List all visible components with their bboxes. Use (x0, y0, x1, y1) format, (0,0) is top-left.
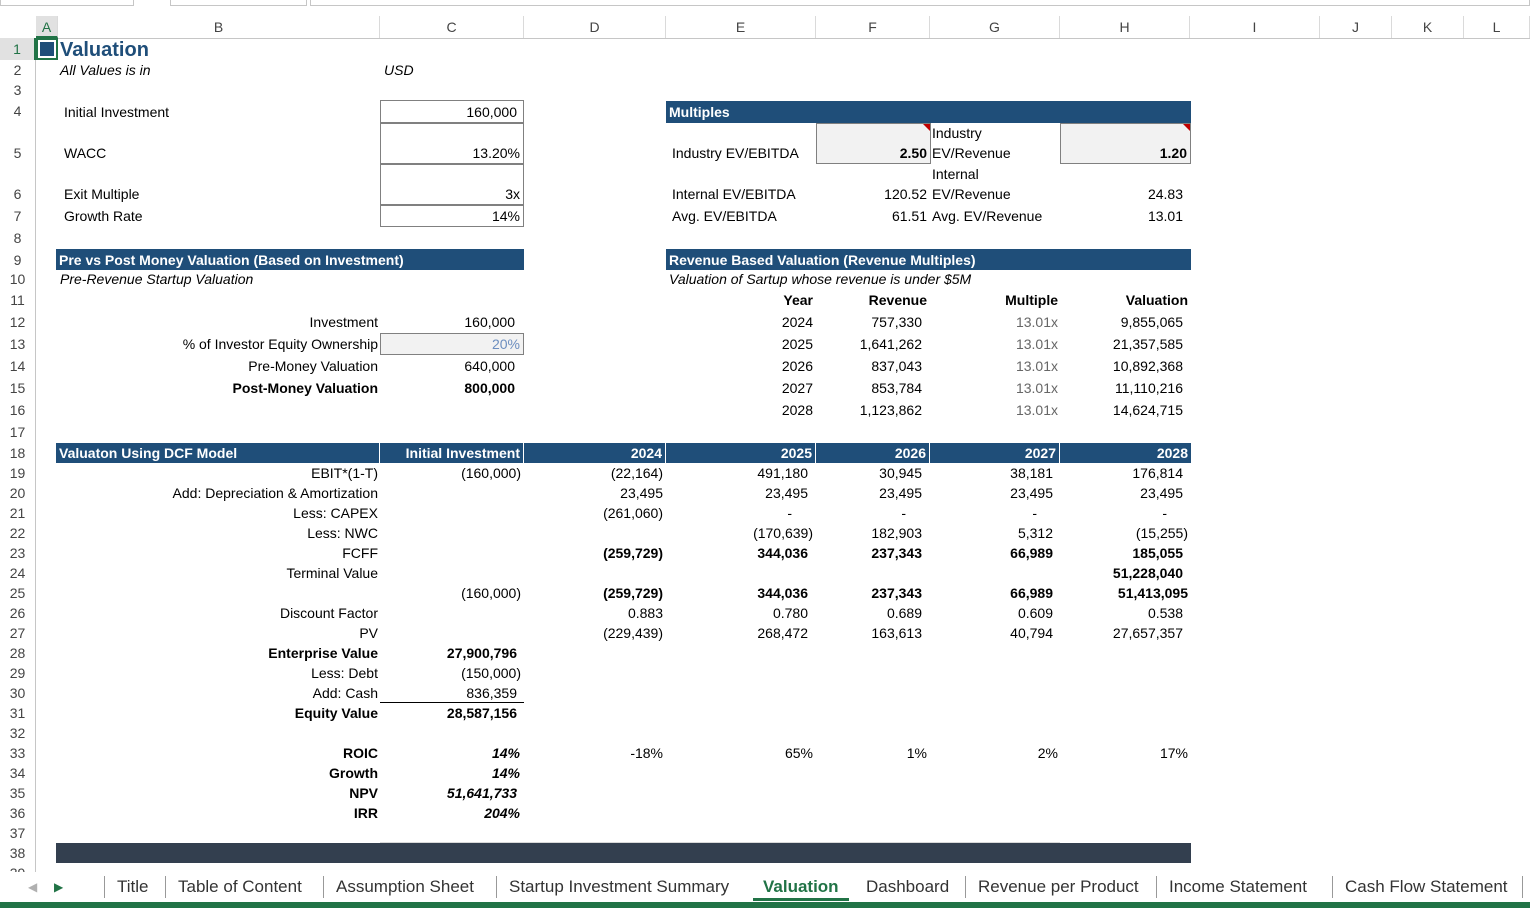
dcf-cell: 0.780 (772, 605, 808, 621)
row-header[interactable]: 29 (0, 663, 36, 683)
column-header-D[interactable]: D (524, 16, 666, 38)
dcf-cell: (259,729) (603, 585, 663, 601)
exit-multiple-value: 3x (505, 186, 520, 202)
row-header[interactable]: 5 (0, 123, 36, 164)
postmoney-value: 800,000 (464, 380, 515, 396)
tab-income-statement[interactable]: Income Statement (1156, 876, 1307, 898)
avg-ev-revenue-label: Avg. EV/Revenue (932, 208, 1043, 224)
dcf-cell: 23,495 (765, 485, 808, 501)
dcf-cell: 176,814 (1132, 465, 1183, 481)
dcf-col-initial-investment: Initial Investment (380, 443, 524, 463)
growth-value: 14% (491, 765, 520, 781)
npv-label: NPV (349, 785, 378, 801)
dcf-cell: 185,055 (1132, 545, 1183, 561)
currency-label: USD (384, 62, 414, 78)
row-header[interactable]: 31 (0, 703, 36, 723)
dcf-cell: - (787, 505, 792, 521)
enterprise-value: 27,900,796 (446, 645, 517, 661)
npv-value: 51,641,733 (446, 785, 517, 801)
rev-valuation: 9,855,065 (1120, 314, 1183, 330)
revenue-valuation-title: Revenue Based Valuation (Revenue Multiples) (669, 252, 976, 268)
row-header[interactable]: 27 (0, 623, 36, 643)
dcf-col-2024: 2024 (524, 443, 666, 463)
less-debt-label: Less: Debt (311, 665, 378, 681)
dcf-cell: 237,343 (871, 545, 922, 561)
tab-valuation[interactable]: Valuation (753, 876, 849, 901)
prepost-subtitle: Pre-Revenue Startup Valuation (60, 271, 254, 287)
tab-table-of-content[interactable]: Table of Content (165, 876, 302, 898)
roic-value: 14% (491, 745, 520, 761)
formula-bar-strip (0, 0, 1530, 16)
dcf-cell: 38,181 (1010, 465, 1053, 481)
dcf-cell: 491,180 (757, 465, 808, 481)
dcf-cell: 23,495 (1010, 485, 1053, 501)
row-header[interactable]: 36 (0, 803, 36, 823)
row-header[interactable]: 34 (0, 763, 36, 783)
column-header-C[interactable]: C (380, 16, 524, 38)
rev-revenue: 1,123,862 (859, 402, 922, 418)
column-header-G[interactable]: G (930, 16, 1060, 38)
dcf-row-label: Terminal Value (286, 565, 378, 581)
growth-rate-input[interactable] (380, 205, 524, 227)
row-header[interactable]: 30 (0, 683, 36, 703)
dcf-cell: 23,495 (1140, 485, 1183, 501)
industry-ev-ebitda-value: 2.50 (899, 145, 927, 161)
dcf-cell: 66,989 (1010, 545, 1053, 561)
dcf-cell: - (1162, 505, 1167, 521)
ownership-label: % of Investor Equity Ownership (182, 336, 378, 352)
row-header[interactable]: 12 (0, 311, 36, 333)
dcf-col-2025: 2025 (666, 443, 816, 463)
row-header[interactable] (0, 863, 36, 872)
column-header-F[interactable]: F (816, 16, 930, 38)
dcf-cell: 163,613 (871, 625, 922, 641)
industry-ev-revenue-value: 1.20 (1159, 145, 1187, 161)
active-cell-cursor[interactable] (36, 38, 58, 60)
roic-year-value: 2% (1037, 745, 1058, 761)
dcf-cell: - (901, 505, 906, 521)
dcf-cell: (160,000) (461, 465, 521, 481)
postmoney-label: Post-Money Valuation (232, 380, 378, 396)
irr-value: 204% (484, 805, 520, 821)
row-header[interactable]: 17 (0, 421, 36, 443)
row-header[interactable]: 9 (0, 249, 36, 269)
dcf-row-label: EBIT*(1-T) (311, 465, 378, 481)
roic-year-value: 17% (1159, 745, 1188, 761)
prepost-header (56, 249, 524, 270)
add-cash-value: 836,359 (466, 685, 517, 701)
less-debt-value: (150,000) (461, 665, 521, 681)
exit-multiple-input[interactable] (380, 164, 524, 205)
dcf-cell: 0.609 (1017, 605, 1053, 621)
industry-ev-ebitda-label: Industry EV/EBITDA (672, 145, 799, 161)
status-bar (0, 902, 1530, 908)
dcf-cell: (261,060) (603, 505, 663, 521)
footer-bar (56, 843, 1191, 863)
row-header[interactable]: 8 (0, 227, 36, 249)
industry-ev-revenue-label-line2: EV/Revenue (932, 145, 1011, 161)
rev-valuation: 21,357,585 (1112, 336, 1183, 352)
exit-multiple-label: Exit Multiple (64, 186, 140, 202)
values-unit-label: All Values is in (60, 62, 151, 78)
row-header[interactable]: 22 (0, 523, 36, 543)
row-header[interactable]: 20 (0, 483, 36, 503)
row-header[interactable]: 35 (0, 783, 36, 803)
rev-multiple: 13.01x (1015, 402, 1058, 418)
dcf-cell: 66,989 (1010, 585, 1053, 601)
tab-startup-investment-summary[interactable]: Startup Investment Summary (496, 876, 729, 898)
dcf-cell: 0.538 (1147, 605, 1183, 621)
scroll-right-icon[interactable]: ▶ (54, 880, 64, 894)
row-header[interactable]: 15 (0, 377, 36, 399)
row-header[interactable]: 28 (0, 643, 36, 663)
rev-year: 2025 (781, 336, 813, 352)
dcf-cell: - (1032, 505, 1037, 521)
rev-multiple: 13.01x (1015, 358, 1058, 374)
wacc-label: WACC (64, 145, 107, 161)
growth-rate-value: 14% (491, 208, 520, 224)
tab-cash-flow-statement[interactable]: Cash Flow Statement (1332, 876, 1508, 898)
industry-ev-revenue-label-line1: Industry (932, 125, 982, 141)
dcf-title: Valuaton Using DCF Model (59, 445, 238, 461)
dcf-cell: (229,439) (603, 625, 663, 641)
row-header[interactable]: 18 (0, 443, 36, 463)
wacc-value: 13.20% (472, 145, 520, 161)
row-header[interactable]: 33 (0, 743, 36, 763)
column-header-L[interactable]: L (1464, 16, 1530, 38)
name-box[interactable] (0, 0, 134, 6)
rev-revenue: 757,330 (871, 314, 922, 330)
scroll-left-icon[interactable]: ◀ (28, 880, 38, 894)
row-header[interactable]: 38 (0, 843, 36, 863)
dcf-cell: 0.883 (627, 605, 663, 621)
dcf-header (56, 443, 380, 463)
avg-ev-revenue-value: 13.01 (1147, 208, 1183, 224)
row-header[interactable]: 7 (0, 205, 36, 227)
column-header-E[interactable]: E (666, 16, 816, 38)
dcf-cell: 5,312 (1017, 525, 1053, 541)
rev-year: 2027 (781, 380, 813, 396)
dcf-cell: (160,000) (461, 585, 521, 601)
prepost-title: Pre vs Post Money Valuation (Based on Investment) (59, 252, 404, 268)
dcf-cell: 30,945 (879, 465, 922, 481)
row-header[interactable]: 4 (0, 100, 36, 123)
growth-label: Growth (329, 765, 378, 781)
roic-year-value: -18% (630, 745, 663, 761)
rev-col-year: Year (783, 292, 813, 308)
dcf-col-2028: 2028 (1060, 443, 1191, 463)
rev-revenue: 837,043 (871, 358, 922, 374)
ownership-value: 20% (491, 336, 520, 352)
dcf-cell: 23,495 (879, 485, 922, 501)
dcf-cell: 268,472 (757, 625, 808, 641)
column-header-I[interactable]: I (1190, 16, 1320, 38)
rev-revenue: 1,641,262 (859, 336, 922, 352)
tab-revenue-per-product[interactable]: Revenue per Product (965, 876, 1139, 898)
dcf-cell: (170,639) (753, 525, 813, 541)
enterprise-value-label: Enterprise Value (268, 645, 378, 661)
sheet-tab-bar (0, 872, 1530, 902)
rev-col-valuation: Valuation (1125, 292, 1188, 308)
row-header[interactable]: 11 (0, 289, 36, 311)
row-header[interactable]: 21 (0, 503, 36, 523)
dcf-cell: 27,657,357 (1112, 625, 1183, 641)
column-header-B[interactable]: B (58, 16, 380, 38)
dcf-cell: 40,794 (1010, 625, 1053, 641)
rev-col-multiple: Multiple (1005, 292, 1058, 308)
initial-investment-label: Initial Investment (64, 104, 170, 120)
dcf-row-label: FCFF (342, 545, 378, 561)
rev-year: 2024 (781, 314, 813, 330)
row-header[interactable]: 10 (0, 269, 36, 289)
wacc-input[interactable] (380, 123, 524, 164)
rev-revenue: 853,784 (871, 380, 922, 396)
internal-ev-ebitda-value: 120.52 (884, 186, 927, 202)
row-header[interactable]: 24 (0, 563, 36, 583)
roic-year-value: 1% (906, 745, 927, 761)
dcf-cell: 237,343 (871, 585, 922, 601)
roic-label: ROIC (343, 745, 378, 761)
roic-year-value: 65% (784, 745, 813, 761)
tab-overflow-separator (1522, 876, 1523, 898)
irr-label: IRR (353, 805, 378, 821)
growth-rate-label: Growth Rate (64, 208, 143, 224)
dcf-row-label: Less: NWC (307, 525, 378, 541)
investment-label: Investment (309, 314, 378, 330)
rev-multiple: 13.01x (1015, 336, 1058, 352)
ownership-input[interactable] (380, 333, 524, 355)
tab-assumption-sheet[interactable]: Assumption Sheet (323, 876, 474, 898)
revenue-valuation-header (666, 249, 1191, 270)
rev-valuation: 10,892,368 (1112, 358, 1183, 374)
dcf-cell: 182,903 (871, 525, 922, 541)
tab-dashboard[interactable]: Dashboard (866, 877, 950, 896)
dcf-cell: (259,729) (603, 545, 663, 561)
dcf-col-2027: 2027 (930, 443, 1060, 463)
revenue-valuation-subtitle: Valuation of Sartup whose revenue is under $5M (669, 271, 972, 287)
rev-year: 2028 (781, 402, 813, 418)
dcf-cell: 51,413,095 (1117, 585, 1188, 601)
rev-multiple: 13.01x (1015, 314, 1058, 330)
premoney-value: 640,000 (464, 358, 515, 374)
rev-valuation: 11,110,216 (1115, 380, 1183, 396)
row-header[interactable]: 25 (0, 583, 36, 603)
add-cash-label: Add: Cash (312, 685, 378, 701)
column-header-bar (0, 16, 1530, 39)
row-header[interactable]: 23 (0, 543, 36, 563)
formula-input[interactable] (310, 0, 1530, 6)
row-header[interactable]: 14 (0, 355, 36, 377)
internal-ev-revenue-value: 24.83 (1147, 186, 1183, 202)
premoney-label: Pre-Money Valuation (248, 358, 378, 374)
equity-value-label: Equity Value (294, 705, 378, 721)
row-header[interactable]: 2 (0, 60, 36, 80)
rev-valuation: 14,624,715 (1112, 402, 1183, 418)
column-header-K[interactable]: K (1392, 16, 1464, 38)
internal-ev-ebitda-label: Internal EV/EBITDA (672, 186, 796, 202)
rev-col-revenue: Revenue (868, 292, 927, 308)
footer-bar-highlight (380, 842, 1060, 843)
dcf-row-label: Discount Factor (279, 605, 378, 621)
industry-ev-revenue-input[interactable] (1060, 123, 1191, 164)
rev-multiple: 13.01x (1015, 380, 1058, 396)
row-header[interactable]: 32 (0, 723, 36, 743)
investment-value: 160,000 (464, 314, 515, 330)
dcf-cell: (15,255) (1135, 525, 1188, 541)
dcf-row-label: Add: Depreciation & Amortization (172, 485, 378, 501)
row-header[interactable]: 3 (0, 80, 36, 100)
row-header[interactable]: 16 (0, 399, 36, 421)
dcf-cell: 51,228,040 (1112, 565, 1183, 581)
dcf-col-2026: 2026 (816, 443, 930, 463)
rev-year: 2026 (781, 358, 813, 374)
row-header[interactable]: 1 (0, 38, 36, 60)
initial-investment-value: 160,000 (466, 104, 517, 120)
row-header[interactable]: 13 (0, 333, 36, 355)
formula-bar-control[interactable] (170, 0, 307, 6)
internal-ev-revenue-label-line2: EV/Revenue (932, 186, 1011, 202)
industry-ev-ebitda-input[interactable] (816, 123, 931, 164)
multiples-header (666, 101, 1191, 123)
row-header[interactable]: 37 (0, 823, 36, 843)
dcf-cell: 344,036 (757, 585, 808, 601)
equity-value: 28,587,156 (446, 705, 517, 721)
initial-investment-input[interactable] (380, 100, 524, 123)
avg-ev-ebitda-value: 61.51 (891, 208, 927, 224)
column-header-H[interactable]: H (1060, 16, 1190, 38)
dcf-cell: 0.689 (886, 605, 922, 621)
tab-title[interactable]: Title (104, 876, 149, 898)
dcf-cell: (22,164) (610, 465, 663, 481)
dcf-cell: 23,495 (620, 485, 663, 501)
dcf-cell: 344,036 (757, 545, 808, 561)
avg-ev-ebitda-label: Avg. EV/EBITDA (672, 208, 777, 224)
internal-ev-revenue-label-line1: Internal (932, 166, 979, 182)
column-header-A[interactable]: A (36, 16, 58, 38)
row-header[interactable]: 6 (0, 164, 36, 205)
page-title: Valuation (60, 39, 149, 61)
comment-marker-icon[interactable] (1183, 124, 1190, 131)
column-header-J[interactable]: J (1320, 16, 1392, 38)
dcf-row-label: PV (359, 625, 378, 641)
comment-marker-icon[interactable] (923, 124, 930, 131)
row-header[interactable]: 19 (0, 463, 36, 483)
multiples-title: Multiples (669, 104, 730, 120)
row-header[interactable]: 26 (0, 603, 36, 623)
dcf-row-label: Less: CAPEX (293, 505, 378, 521)
